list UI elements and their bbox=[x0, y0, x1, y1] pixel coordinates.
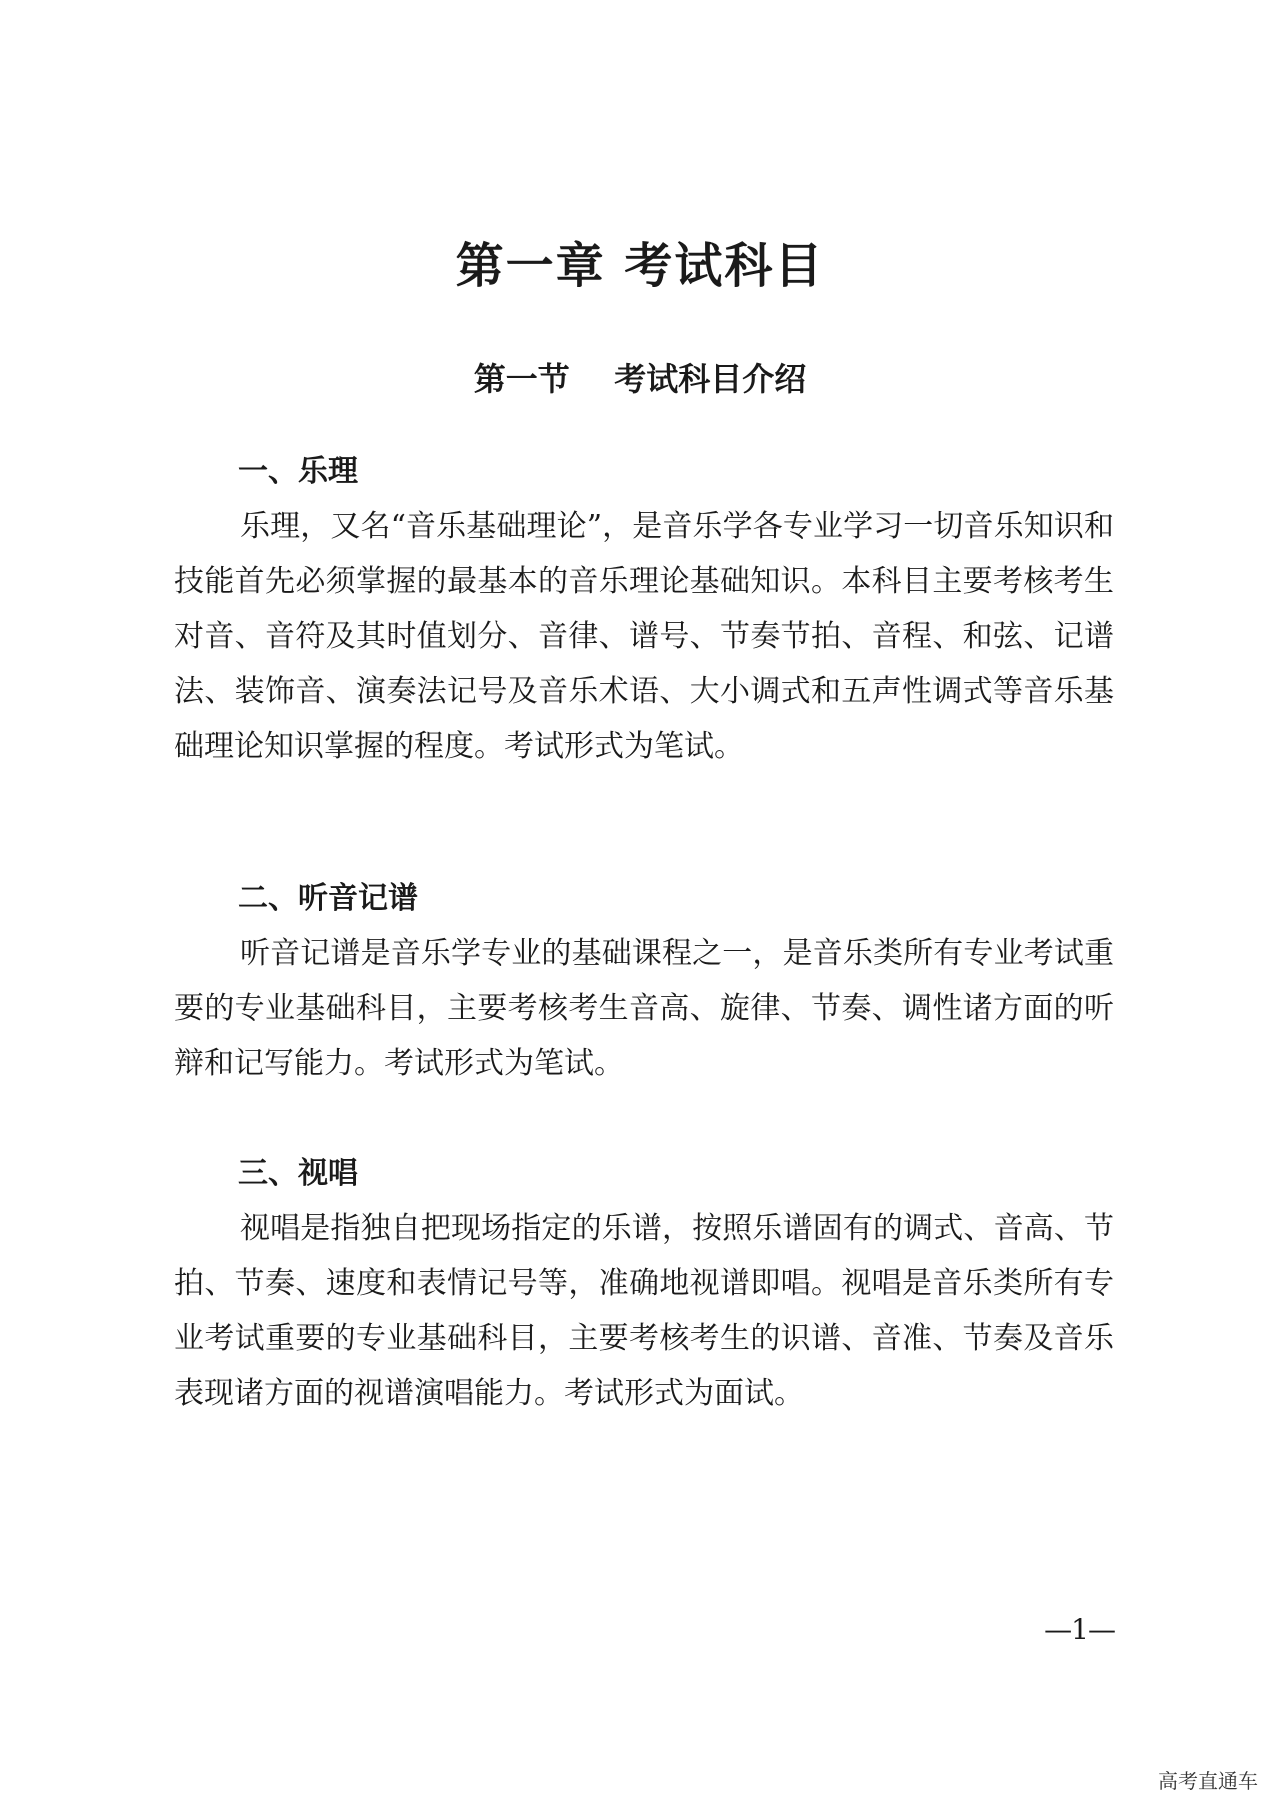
chapter-title: 第一章 考试科目 bbox=[455, 238, 825, 294]
subject-section-dictation bbox=[174, 872, 1114, 1091]
page-number: —1— bbox=[1044, 1613, 1115, 1646]
subject-paragraph: 乐理，又名“音乐基础理论”，是音乐学各专业学习一切音乐知识和技能首先必须掌握的最基本的音乐理论基础知识。本科目主要考核考生对音、音符及其时值划分、音律、谱号、节奏节拍、音程、和弦、记谱法、装饰音、演奏法记号及音乐术语、大小调式和五声性调式等音乐基础理论知识掌握的程度。考试形式为笔试。 bbox=[174, 509, 1114, 764]
subject-heading: 二、听音记谱 bbox=[238, 881, 418, 916]
subject-paragraph: 视唱是指独自把现场指定的乐谱，按照乐谱固有的调式、音高、节拍、节奏、速度和表情记号等，准确地视谱即唱。视唱是音乐类所有专业考试重要的专业基础科目，主要考核考生的识谱、音准、节奏及音乐表现诸方面的视谱演唱能力。考试形式为面试。 bbox=[174, 1211, 1114, 1411]
subject-heading: 一、乐理 bbox=[238, 454, 358, 489]
subject-heading: 三、视唱 bbox=[238, 1156, 358, 1191]
subject-section-sight-singing bbox=[174, 1147, 1114, 1421]
subject-paragraph: 听音记谱是音乐学专业的基础课程之一，是音乐类所有专业考试重要的专业基础科目，主要考核考生音高、旋律、节奏、调性诸方面的听辩和记写能力。考试形式为笔试。 bbox=[174, 936, 1114, 1081]
subject-section-music-theory bbox=[174, 445, 1114, 774]
watermark: 高考直通车 bbox=[1158, 1769, 1258, 1793]
section-title: 第一节 考试科目介绍 bbox=[473, 360, 807, 398]
